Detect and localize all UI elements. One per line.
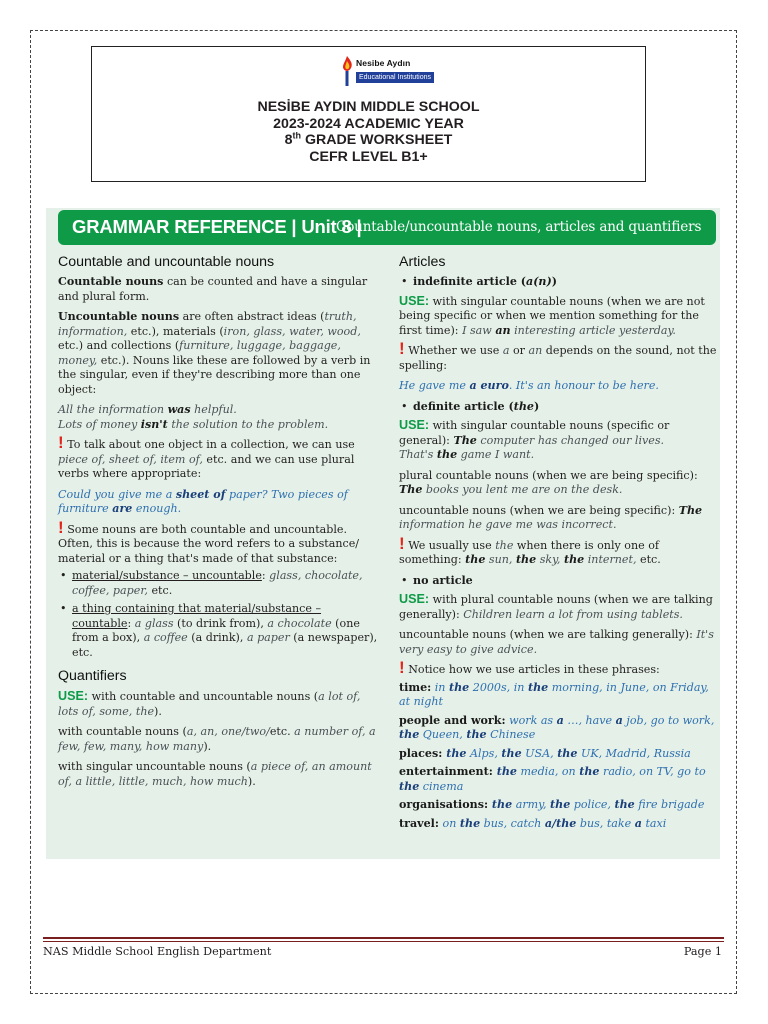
school-name: NESİBE AYDIN MIDDLE SCHOOL [257,99,480,115]
heading-articles: Articles [399,254,446,270]
exclamation-icon: ! [399,533,405,553]
no-article-uncountable: uncountable nouns (when we are talking generally): It's very easy to give advice. [399,628,714,656]
banner-subtitle: Countable/uncountable nouns, articles and quantifiers [336,219,702,235]
indefinite-article-label: • indefinite article (a(n)) [399,275,717,290]
footer-rule [43,937,724,939]
phrase-entertainment: entertainment: the media, on the radio, on TV, go to the cinema [399,765,706,793]
uncountable-definition: Uncountable nouns are often abstract ideas (truth, information, etc.), materials (iron, glass, water, wood, etc.) and collections (furniture, luggage, baggage, money, etc.). Nouns like these are followed by a verb in the singular, even if they're describing more than one object: [58,310,371,396]
heading-quantifiers: Quantifiers [58,668,127,684]
a-an-example: He gave me a euro. It's an honour to be here. [399,379,659,392]
definite-article-label: • definite article (the) [399,400,717,415]
no-article-use: USE: with plural countable nouns (when we are talking generally): Children learn a lot from using tablets. [399,592,713,621]
banner-title: GRAMMAR REFERENCE | Unit 8 | [72,216,362,237]
phrase-organisations: organisations: the army, the police, the fire brigade [399,798,705,811]
cefr-level: CEFR LEVEL B1+ [309,148,428,165]
logo-subtitle: Educational Institutions [356,72,434,83]
no-article-label: • no article [399,574,717,589]
quantifiers-uncountable: with singular uncountable nouns (a piece of, an amount of, a little, little, much, how much). [58,760,372,788]
exclamation-icon: ! [399,339,405,358]
exclamation-icon: ! [58,433,64,452]
both-note: ! Some nouns are both countable and uncountable. Often, this is because the word refers to a substance/ material or a thing that's made of that substance: [58,517,360,565]
indefinite-use: USE: with singular countable nouns (when we are not being specific or when we mention something for the first time): I saw an interesting article yesterday. [399,293,705,337]
list-item: • a thing containing that material/substance – countable: a glass (to drink from), a chocolate (one from a box), a coffee (a drink), a paper (a newspaper), etc. [58,602,380,660]
phrase-people-work: people and work: work as a …, have a job, go to work, the Queen, the Chinese [399,713,715,741]
phrases-note: ! Notice how we use articles in these phrases: [399,658,660,677]
left-column [58,254,380,795]
school-logo [338,55,434,89]
unique-note: ! We usually use the when there is only one of something: the sun, the sky, the internet, etc. [399,533,661,566]
footer-department: NAS Middle School English Department [43,945,272,958]
grade-line: 8th GRADE WORKSHEET [284,130,453,148]
academic-year: 2023-2024 ACADEMIC YEAR [273,115,464,132]
torch-flame-icon [338,55,356,87]
definite-use: USE: with singular countable nouns (specific or general): The computer has changed our lives. That's the game I want. [399,418,670,461]
list-item: • material/substance – uncountable: glass, chocolate, coffee, paper, etc. [58,569,380,598]
quantifiers-countable: with countable nouns (a, an, one/two/etc. a number of, a few, few, many, how many). [58,725,376,753]
logo-name: Nesibe Aydın [356,58,411,68]
quantifiers-use: USE: with countable and uncountable nouns (a lot of, lots of, some, the). [58,689,361,718]
uncountable-examples: All the information was helpful. Lots of money isn't the solution to the problem. [58,403,329,431]
phrase-travel: travel: on the bus, catch a/the bus, take a taxi [399,816,667,830]
header-title-block [92,99,645,165]
phrase-time: time: in the 2000s, in the morning, in June, on Friday, at night [399,680,709,708]
worksheet-header [91,46,646,182]
definite-uncountable: uncountable nouns (when we are being specific): The information he gave me was incorrect. [399,503,703,531]
countable-definition: Countable nouns can be counted and have a singular and plural form. [58,275,368,303]
heading-countable-uncountable: Countable and uncountable nouns [58,254,275,270]
exclamation-icon: ! [399,658,405,677]
collection-note: ! To talk about one object in a collection, we can use piece of, sheet of, item of, etc. and we can use plural verbs where appropriate: [58,433,355,480]
definite-plural: plural countable nouns (when we are being specific): The books you lent me are on the desk. [399,468,698,496]
collection-example: Could you give me a sheet of paper? Two pieces of furniture are enough. [58,487,348,515]
a-an-note: ! Whether we use a or an depends on the sound, not the spelling: [399,339,717,372]
phrase-places: places: the Alps, the USA, the UK, Madrid, Russia [399,746,691,760]
right-column [399,254,717,831]
footer-rule [43,941,724,942]
page-number: Page 1 [683,945,722,958]
exclamation-icon: ! [58,517,64,537]
grammar-reference-banner [58,210,716,245]
